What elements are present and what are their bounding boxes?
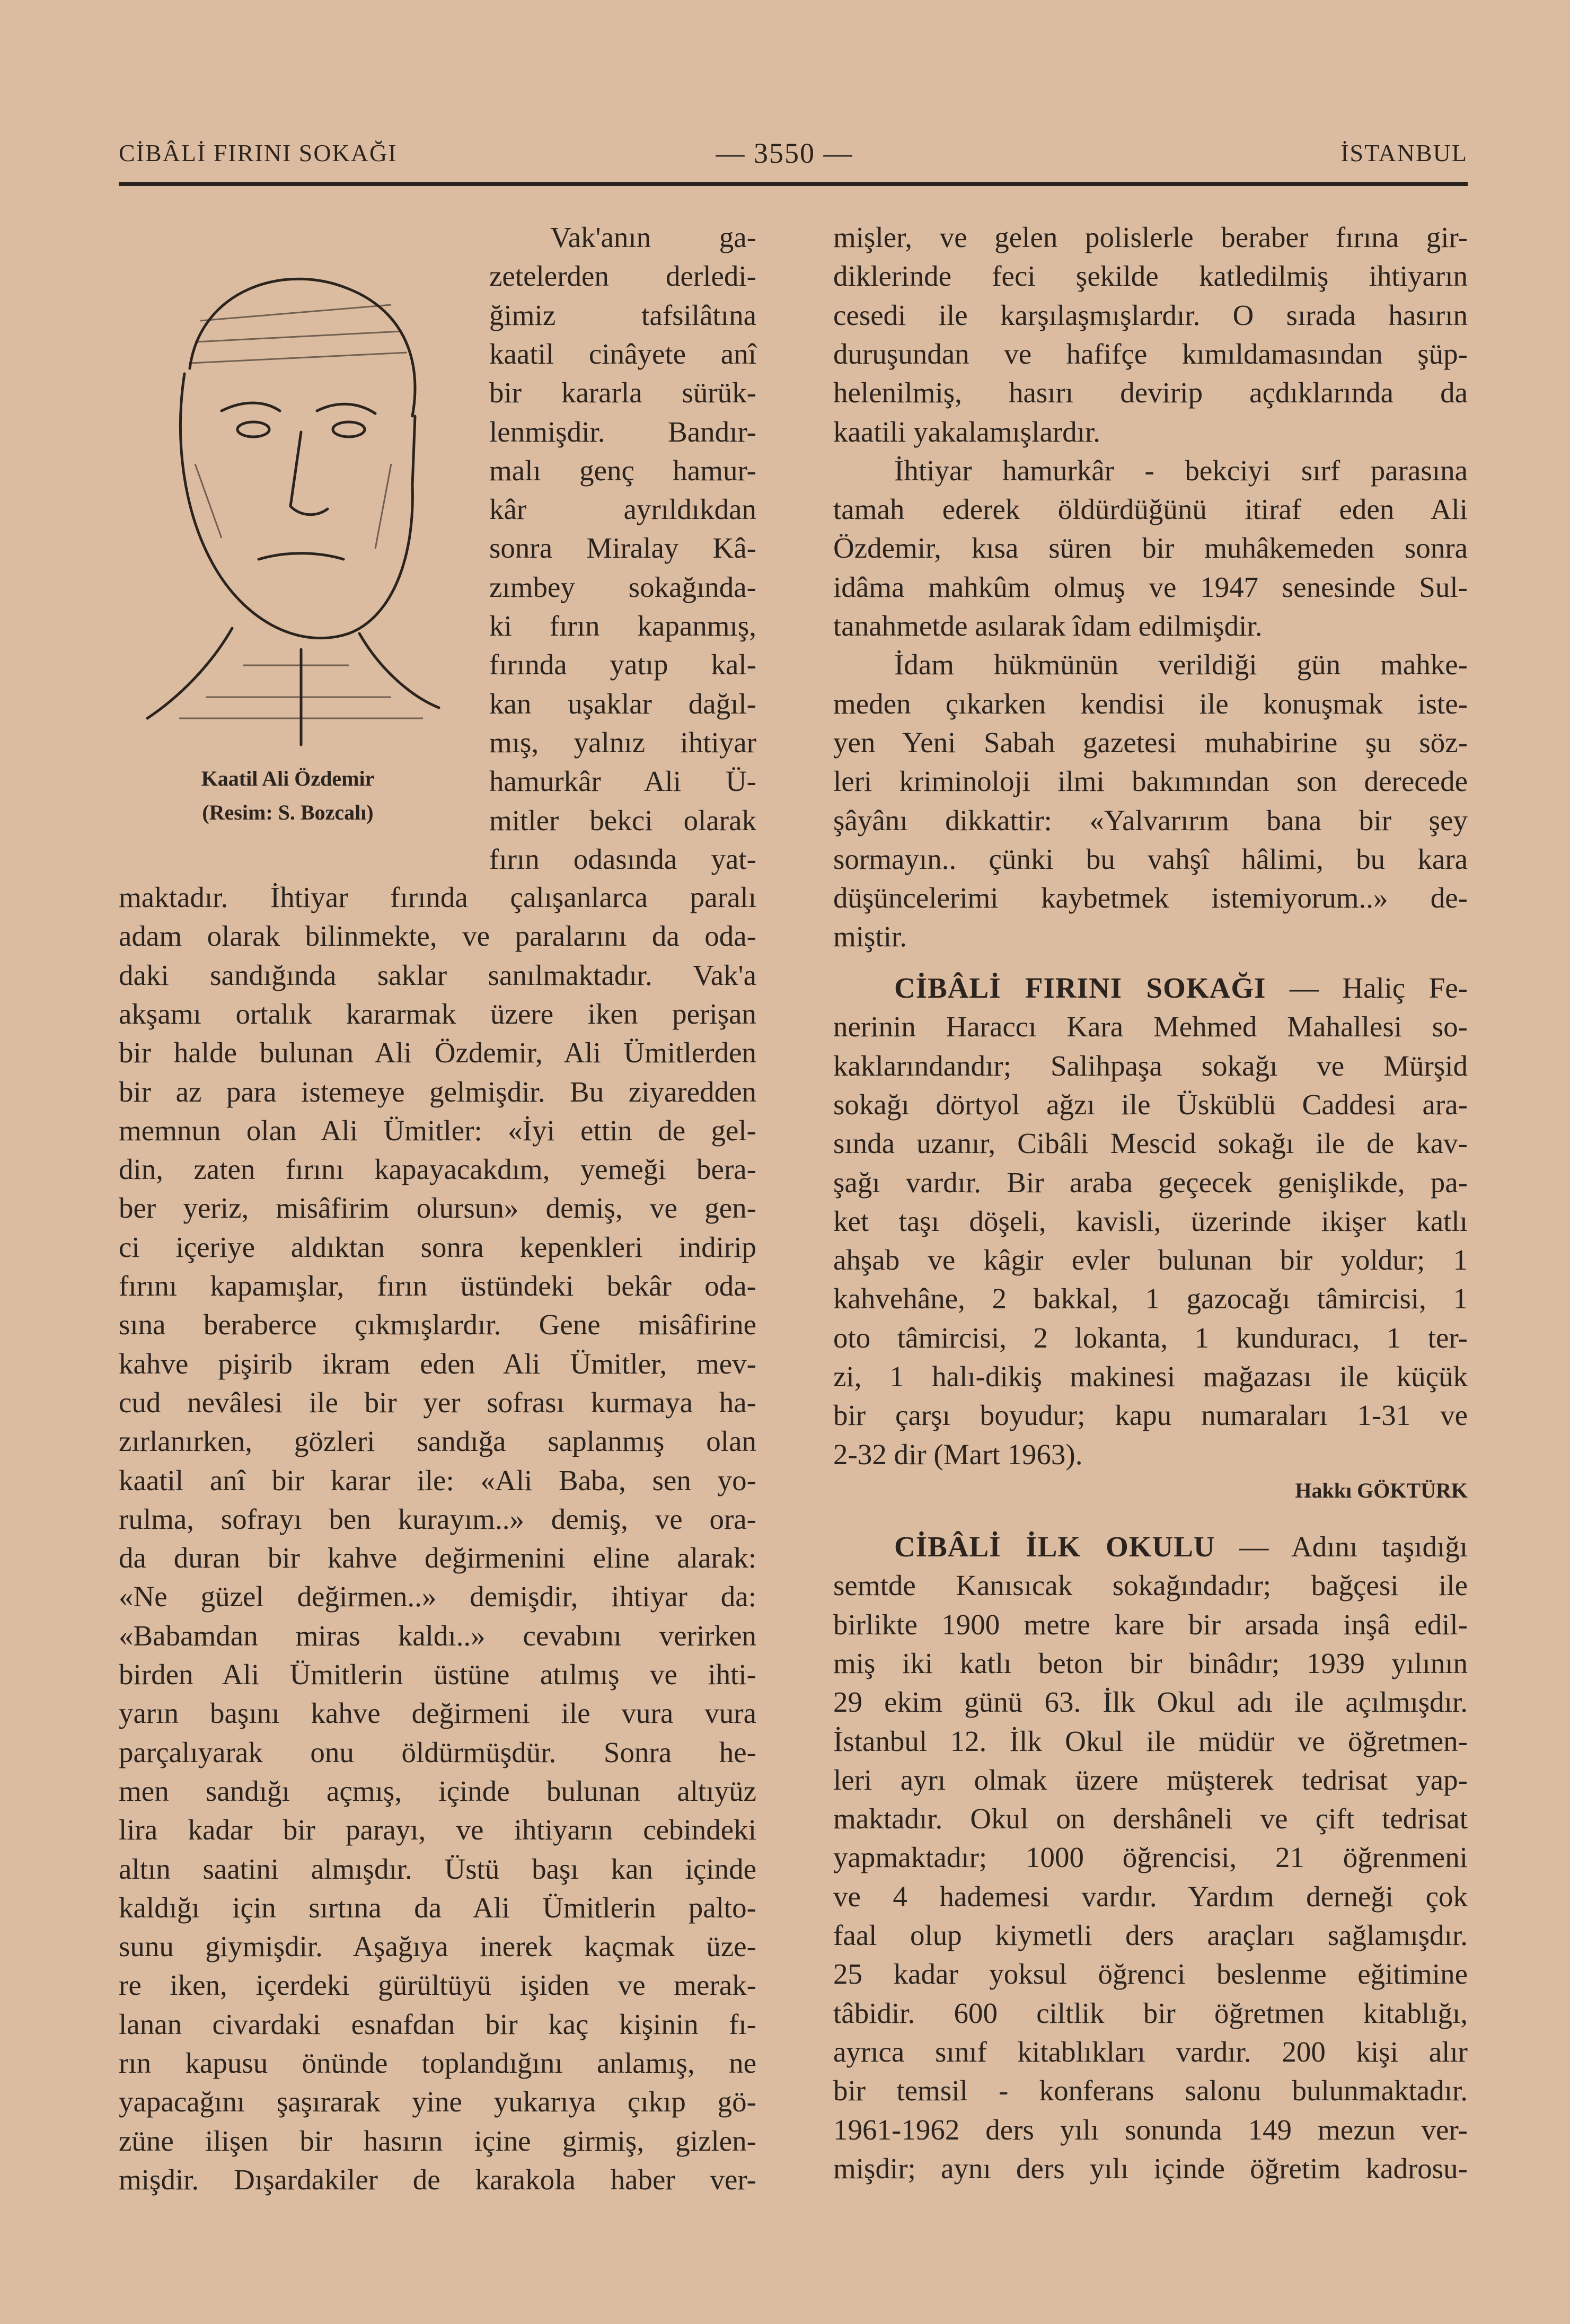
text-line: mişdir. Dışardakiler de karakola haber ver- [119, 2163, 756, 2196]
text-line: leri kriminoloji ilmi bakımından son derecede [833, 765, 1468, 798]
text-line: sına beraberce çıkmışlardır. Gene misâfirine [119, 1308, 756, 1341]
article-heading: CİBÂLİ FIRINI SOKAĞI [894, 972, 1266, 1004]
text-line: fırın odasında yat- [489, 842, 756, 875]
text-line: zi, 1 halı-dikiş makinesi mağazası ile küçük [833, 1360, 1468, 1393]
text-line: daki sandığında saklar sanılmaktadır. Vak'a [119, 958, 756, 991]
text-line: nerinin Haraccı Kara Mehmed Mahallesi so- [833, 1010, 1468, 1043]
text-line: mişler, ve gelen polislerle beraber fırına gir- [833, 221, 1468, 253]
text-line: bir temsil - konferans salonu bulunmaktadır. [833, 2074, 1468, 2107]
text-line: sokağı dörtyol ağzı ile Üsküblü Caddesi ara- [833, 1088, 1468, 1121]
text-line: cud nevâlesi ile bir yer sofrası kurmaya ha- [119, 1386, 756, 1419]
text-line: lenmişdir. Bandır- [489, 415, 756, 448]
text-line: mişdir; aynı ders yılı içinde öğretim kadrosu- [833, 2152, 1468, 2185]
text-line: kaatili yakalamışlardır. [833, 415, 1100, 448]
text-line: yarın başını kahve değirmeni ile vura vura [119, 1697, 756, 1730]
text-line: fırında yatıp kal- [489, 648, 756, 681]
text-line: idâma mahkûm olmuş ve 1947 senesinde Sul- [833, 570, 1468, 603]
portrait-caption-name: Kaatil Ali Özdemir [201, 767, 375, 790]
text-line: tâbidir. 600 ciltlik bir öğretmen kitablığı, [833, 1996, 1468, 2029]
running-head-right: İSTANBUL [1340, 139, 1468, 166]
text-line: memnun olan Ali Ümitler: «İyi ettin de gel- [119, 1114, 756, 1147]
text-line: bir az para istemeye gelmişdir. Bu ziyaredden [119, 1075, 756, 1108]
text-line: bir halde bulunan Ali Özdemir, Ali Ümitlerden [119, 1036, 756, 1069]
text-line: lira kadar bir parayı, ve ihtiyarın cebindeki [119, 1814, 756, 1846]
text-line: kaldığı için sırtına da Ali Ümitlerin palto- [119, 1891, 756, 1924]
text-line: 2-32 dir (Mart 1963). [833, 1438, 1083, 1471]
text-line: kâr ayrıldıkdan [489, 493, 756, 526]
text-line: Özdemir, kısa süren bir muhâkemeden sonra [833, 532, 1468, 565]
text-line: leri ayrı olmak üzere müşterek tedrisat yap- [833, 1763, 1468, 1796]
text-line: sında uzanır, Cibâli Mescid sokağı ile de kav- [833, 1127, 1468, 1160]
text-line: sunu giymişdir. Aşağıya inerek kaçmak üze- [119, 1930, 756, 1963]
page-number: — 3550 — [716, 137, 853, 169]
text-line: kaatil anî bir karar ile: «Ali Baba, sen yo- [119, 1464, 756, 1496]
text-line: helenilmiş, hasırı devirip açdıklarında da [833, 376, 1468, 409]
text-line: ber yeriz, misâfirim olursun» demiş, ve gen- [119, 1192, 756, 1225]
heading-line-text: — Haliç Fe- [1266, 972, 1468, 1004]
text-line: maktadır. Okul on dershâneli ve çift tedrisat [833, 1802, 1468, 1835]
header-rule [119, 182, 1468, 186]
text-line: İstanbul 12. İlk Okul ile müdür ve öğretmen- [833, 1724, 1468, 1757]
text-line [894, 1527, 1468, 1566]
text-line: «Ne güzel değirmen..» demişdir, ihtiyar da: [119, 1580, 756, 1613]
text-line: miştir. [833, 920, 907, 953]
text-line: kahvehâne, 2 bakkal, 1 gazocağı tâmircisi, 1 [833, 1282, 1468, 1315]
text-line: Vak'anın ga- [550, 221, 756, 253]
text-line: zetelerden derledi- [489, 260, 756, 293]
text-line: tamah ederek öldürdüğünü itiraf eden Ali [833, 493, 1468, 526]
text-line: meden çıkarken kendisi ile konuşmak iste- [833, 687, 1468, 720]
text-line: bir kararla sürük- [489, 376, 756, 409]
portrait-illustration [126, 241, 449, 750]
text-line: cesedi ile karşılaşmışlardır. O sırada hasırın [833, 298, 1468, 331]
text-line: 29 ekim günü 63. İlk Okul adı ile açılmışdır. [833, 1686, 1468, 1719]
text-line: kahve pişirib ikram eden Ali Ümitler, mev- [119, 1347, 756, 1380]
text-line: da duran bir kahve değirmenini eline alarak: [119, 1542, 756, 1574]
text-line: malı genç hamur- [489, 454, 756, 487]
author-signature: Hakkı GÖKTÜRK [1295, 1478, 1468, 1502]
text-line: re iken, içerdeki gürültüyü işiden ve merak- [119, 1969, 756, 2002]
text-line: maktadır. İhtiyar fırında çalışanlarca paralı [119, 881, 756, 913]
text-line: altın saatini almışdır. Üstü başı kan içinde [119, 1852, 756, 1885]
text-line: yapacağını şaşırarak yine yukarıya çıkıp gö- [119, 2085, 756, 2118]
text-line: düşüncelerimi kaybetmek istemiyorum..» de- [833, 882, 1468, 914]
text-line: 25 kadar yoksul öğrenci beslenme eğitimine [833, 1958, 1468, 1991]
text-line: ğimiz tafsilâtına [489, 298, 756, 331]
portrait-caption-credit: (Resim: S. Bozcalı) [202, 800, 374, 824]
text-line: kan uşaklar dağıl- [489, 687, 756, 720]
text-line: zımbey sokağında- [489, 570, 756, 603]
text-line: İhtiyar hamurkâr - bekciyi sırf parasına [894, 454, 1468, 487]
text-line: «Babamdan miras kaldı..» cevabını verirken [119, 1619, 756, 1652]
article-heading: CİBÂLİ İLK OKULU [894, 1530, 1215, 1563]
text-line: zırlanırken, gözleri sandığa saplanmış olan [119, 1425, 756, 1458]
text-line: birden Ali Ümitlerin üstüne atılmış ve ihti- [119, 1658, 756, 1691]
text-line: sormayın.. çünki bu vahşî hâlimi, bu kara [833, 842, 1468, 875]
text-line: birlikte 1900 metre kare bir arsada inşâ edil- [833, 1608, 1468, 1641]
text-line: parçalıyarak onu öldürmüşdür. Sonra he- [119, 1736, 756, 1768]
running-head-left: CİBÂLİ FIRINI SOKAĞI [119, 139, 398, 166]
text-line [894, 969, 1468, 1007]
text-line: ket taşı döşeli, kavisli, üzerinde ikişer katlı [833, 1204, 1468, 1237]
text-line: mitler bekci olarak [489, 804, 756, 837]
text-line: ki fırın kapanmış, [489, 610, 756, 642]
text-line: oto tâmircisi, 2 lokanta, 1 kunduracı, 1 ter- [833, 1321, 1468, 1354]
text-line: faal olup kiymetli ders araçları sağlamışdır. [833, 1919, 1468, 1951]
text-line: miş iki katlı beton bir binâdır; 1939 yılının [833, 1647, 1468, 1679]
text-line: diklerinde feci şekilde katledilmiş ihtiyarın [833, 260, 1468, 293]
text-line: men sandığı açmış, içinde bulunan altıyüz [119, 1774, 756, 1807]
text-line: lanan civardaki esnafdan bir kaç kişinin fı- [119, 2008, 756, 2040]
text-line: 1961-1962 ders yılı sonunda 149 mezun ver- [833, 2113, 1468, 2146]
text-line: sonra Miralay Kâ- [489, 532, 756, 565]
text-line: şâyânı dikkattir: «Yalvarırım bana bir şey [833, 804, 1468, 837]
heading-line-text: — Adını taşıdığı [1215, 1530, 1468, 1563]
text-line: züne ilişen bir hasırın içine girmiş, gizlen- [119, 2124, 756, 2157]
text-line: yapmaktadır; 1000 öğrencisi, 21 öğrenmeni [833, 1841, 1468, 1874]
text-line: fırını kapamışlar, fırın üstündeki bekâr oda- [119, 1270, 756, 1302]
text-line: kaatil cinâyete anî [489, 337, 756, 370]
text-line: bir çarşı boyudur; kapu numaraları 1-31 ve [833, 1399, 1468, 1432]
text-line: akşamı ortalık kararmak üzere iken perişan [119, 997, 756, 1030]
text-line: rulma, sofrayı ben kurayım..» demiş, ve ora- [119, 1502, 756, 1535]
text-line: İdam hükmünün verildiği gün mahke- [894, 648, 1468, 681]
text-line: ayrıca sınıf kitablıkları vardır. 200 kişi alır [833, 2035, 1468, 2068]
text-line: şağı vardır. Bir araba geçecek genişlikde, pa- [833, 1166, 1468, 1199]
text-line: yen Yeni Sabah gazetesi muhabirine şu söz- [833, 726, 1468, 759]
text-line: din, zaten fırını kapayacakdım, yemeği bera- [119, 1153, 756, 1186]
text-line: hamurkâr Ali Ü- [489, 765, 756, 798]
text-line: tanahmetde asılarak îdam edilmişdir. [833, 610, 1263, 642]
text-line: kaklarındandır; Salihpaşa sokağı ve Mürşid [833, 1049, 1468, 1082]
text-line: ve 4 hademesi vardır. Yardım derneği çok [833, 1880, 1468, 1913]
text-line: semtde Kanısıcak sokağındadır; bağçesi ile [833, 1569, 1468, 1602]
text-line: adam olarak bilinmekte, ve paralarını da oda- [119, 920, 756, 953]
text-line: duruşundan ve hafifçe kımıldamasından şüp- [833, 337, 1468, 370]
text-line: ci içeriye aldıktan sonra kepenkleri indirip [119, 1230, 756, 1263]
text-line: mış, yalnız ihtiyar [489, 726, 756, 759]
text-line: rın kapusu önünde toplandığını anlamış, ne [119, 2047, 756, 2079]
text-line: ahşab ve kâgir evler bulunan bir yoldur; 1 [833, 1244, 1468, 1277]
